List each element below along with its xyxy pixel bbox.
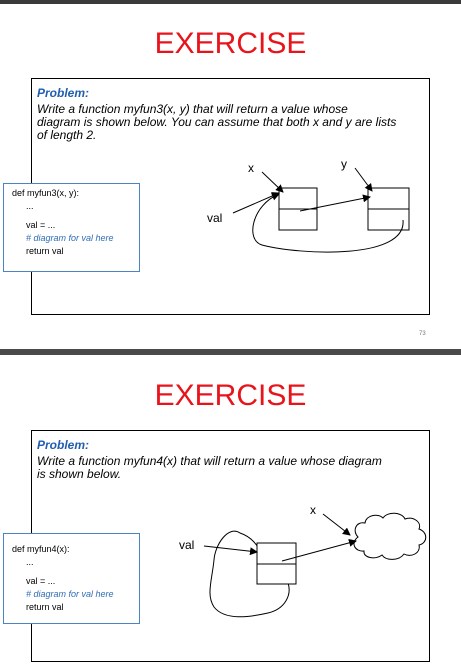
arrow-x — [262, 172, 283, 192]
code-line-return: return val — [26, 246, 64, 256]
problem-line: diagram is shown below. You can assume that both x and y are lists — [37, 115, 397, 129]
label-val: val — [179, 538, 195, 552]
code-line-def: def myfun4(x): — [12, 544, 70, 554]
code-line-val: val = ... — [26, 220, 56, 230]
problem-label: Problem: — [37, 438, 90, 452]
problem-line: is shown below. — [37, 467, 122, 481]
code-line-comment: # diagram for val here — [26, 589, 114, 599]
cloud-icon — [354, 513, 426, 559]
code-line-return: return val — [26, 602, 64, 612]
code-line-ellipsis: ... — [26, 201, 34, 211]
problem-line: Write a function myfun4(x) that will return a value whose diagram — [37, 454, 382, 468]
problem-line: Write a function myfun3(x, y) that will return a value whose — [37, 102, 348, 116]
arrow-x — [323, 514, 350, 535]
problem-line: of length 2. — [37, 128, 97, 142]
code-line-def: def myfun3(x, y): — [12, 188, 80, 198]
box-diagram-2 — [0, 355, 461, 665]
arrow-val — [233, 193, 279, 213]
code-line-ellipsis: ... — [26, 557, 34, 567]
label-x: x — [310, 503, 316, 517]
slide-title: EXERCISE — [154, 379, 307, 412]
label-y: y — [341, 157, 347, 171]
slide-title: EXERCISE — [154, 27, 307, 60]
label-x: x — [248, 161, 254, 175]
problem-label: Problem: — [37, 86, 90, 100]
arrow-y — [355, 168, 372, 191]
page-number: 73 — [419, 331, 426, 337]
arrow-val — [204, 546, 257, 552]
slide-74 — [0, 355, 461, 665]
code-line-val: val = ... — [26, 576, 56, 586]
code-line-comment: # diagram for val here — [26, 233, 114, 243]
label-val: val — [207, 211, 223, 225]
